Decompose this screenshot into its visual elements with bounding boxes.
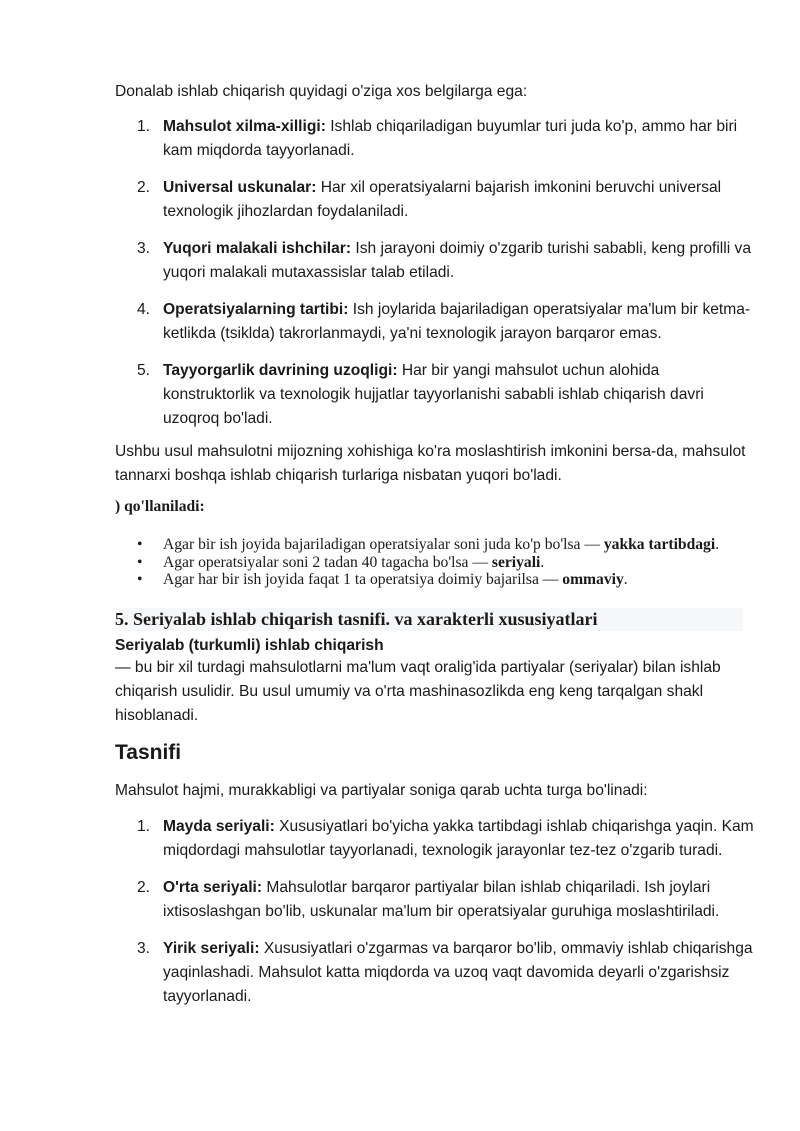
- list-item: 3. Yirik seriyali: Xususiyatlari o'zgarmas va barqaror bo'lib, ommaviy ishlab chiqarishga yaqinlashadi. Mahsulot katta miqdorda va uzoq vaqt davomida deyarli o'zgarishsiz tayyorlanadi.: [137, 940, 753, 1005]
- list-item: 2. O'rta seriyali: Mahsulotlar barqaror partiyalar bilan ishlab chiqariladi. Ish joylari ixtisoslashgan bo'lib, uskunalar ma'lum bir operatsiyalar guruhiga moslashtiriladi.: [137, 879, 720, 920]
- intro-paragraph: Donalab ishlab chiqarish quyidagi o'ziga xos belgilarga ega:: [115, 83, 528, 100]
- usage-bullet-list: [115, 536, 755, 589]
- summary-paragraph: Ushbu usul mahsulotni mijozning xohishiga ko'ra moslashtirish imkonini bersa-da, mahsulot tannarxi boshqa ishlab chiqarish turlariga nisbatan yuqori bo'ladi.: [115, 443, 746, 484]
- applied-heading: ) qo'llaniladi:: [115, 498, 205, 515]
- list-item: • Agar har bir ish joyida faqat 1 ta operatsiya doimiy bajarilsa — ommaviy.: [137, 571, 628, 588]
- list-item: 5. Tayyorgarlik davrining uzoqligi: Har bir yangi mahsulot uchun alohida konstruktorlik va texnologik hujjatlar tayyorlanishi sababli ishlab chiqarish davri uzoqroq bo'ladi.: [137, 362, 704, 427]
- list-item: 1. Mayda seriyali: Xususiyatlari bo'yicha yakka tartibdagi ishlab chiqarishga yaqin. Kam miqdordagi mahsulotlar tayyorlanadi, texnologik jarayonlar tez-tez o'zgarib turadi.: [137, 818, 754, 859]
- definition-term: Seriyalab (turkumli) ishlab chiqarish: [115, 637, 384, 654]
- list-item: 3. Yuqori malakali ishchilar: Ish jarayoni doimiy o'zgarib turishi sababli, keng profilli va yuqori malakali mutaxassislar talab etiladi.: [137, 240, 752, 281]
- types-list: [115, 815, 755, 1022]
- list-item: 4. Operatsiyalarning tartibi: Ish joylarida bajariladigan operatsiyalar ma'lum bir ketma-ketlikda (tsiklda) takrorlanmaydi, ya'ni texnologik jarayon barqaror emas.: [137, 301, 751, 342]
- classification-intro: Mahsulot hajmi, murakkabligi va partiyalar soniga qarab uchta turga bo'linadi:: [115, 782, 648, 799]
- list-item: 1. Mahsulot xilma-xilligi: Ishlab chiqariladigan buyumlar turi juda ko'p, ammo har biri kam miqdorda tayyorlanadi.: [137, 118, 738, 159]
- section-title: 5. Seriyalab ishlab chiqarish tasnifi. va xarakterli xususiyatlari: [115, 608, 743, 631]
- list-item: • Agar operatsiyalar soni 2 tadan 40 tagacha bo'lsa — seriyali.: [137, 553, 545, 571]
- list-item: 2. Universal uskunalar: Har xil operatsiyalarni bajarish imkonini beruvchi universal texnologik jihozlardan foydalaniladi.: [137, 179, 722, 220]
- features-list: [115, 115, 755, 444]
- list-item: • Agar bir ish joyida bajariladigan operatsiyalar soni juda ko'p bo'lsa — yakka tartibdagi.: [137, 536, 720, 553]
- classification-heading: Tasnifi: [115, 741, 182, 764]
- definition-paragraph: — bu bir xil turdagi mahsulotlarni ma'lum vaqt oralig'ida partiyalar (seriyalar) bilan ishlab chiqarish usulidir. Bu usul umumiy va o'rta mashinasozlikda eng keng tarqalgan shakl hisoblanadi.: [115, 659, 721, 724]
